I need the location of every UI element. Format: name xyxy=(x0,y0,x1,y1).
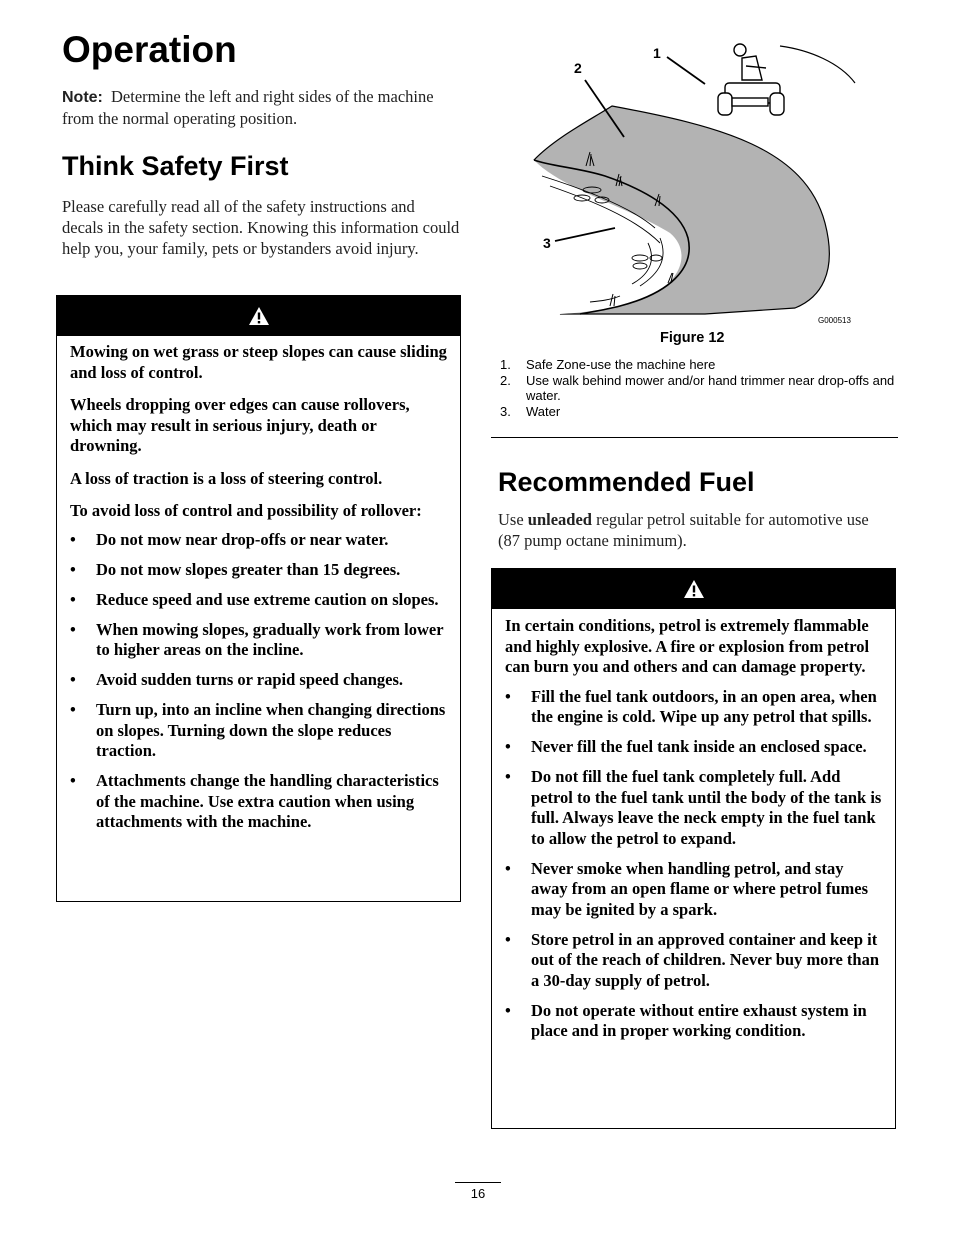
recommended-fuel-heading: Recommended Fuel xyxy=(498,467,755,497)
note-text: Determine the left and right sides of the machine from the normal operating position. xyxy=(62,87,434,128)
warning-paragraph: In certain conditions, petrol is extremely flammable and highly explosive. A fire or explosion from petrol can burn you and others and can damage property. xyxy=(505,616,870,676)
recommended-fuel-body: Use unleaded regular petrol suitable for automotive use (87 pump octane minimum). xyxy=(498,510,869,550)
think-safety-heading: Think Safety First xyxy=(62,151,289,181)
list-item: • Never fill the fuel tank inside an enclosed space. xyxy=(505,737,867,756)
warning-body xyxy=(57,336,460,833)
figure-code: G000513 xyxy=(818,316,851,325)
legend-item: 2. Use walk behind mower and/or hand trimmer near drop-offs and water. xyxy=(500,372,895,403)
callout-3: 3 xyxy=(543,235,551,251)
safe-zone-illustration xyxy=(520,38,865,328)
warning-body xyxy=(492,609,895,1042)
section-divider xyxy=(491,437,898,438)
figure-caption: Figure 12 xyxy=(660,330,725,346)
list-item: • Avoid sudden turns or rapid speed changes. xyxy=(70,670,403,689)
riding-mower-icon xyxy=(718,44,784,115)
list-item: • Never smoke when handling petrol, and stay away from an open flame or where petrol fumes may be ignited by a spark. xyxy=(505,858,868,919)
list-item: • Turn up, into an incline when changing directions on slopes. Turning down the slope reduces traction. xyxy=(70,700,446,760)
fuel-type-emphasis: unleaded xyxy=(527,510,592,529)
warning-paragraph: A loss of traction is a loss of steering control. xyxy=(70,468,383,488)
warning-list xyxy=(505,687,882,1042)
warning-triangle-icon xyxy=(683,579,705,599)
page-number: 16 xyxy=(470,1186,486,1201)
warning-paragraph: Mowing on wet grass or steep slopes can cause sliding and loss of control. xyxy=(70,342,447,382)
think-safety-body: Please carefully read all of the safety instructions and decals in the safety section. Knowing this information could help you, your family, pets or bystanders avoid injury. xyxy=(62,197,460,258)
warning-paragraph: Wheels dropping over edges can cause rollovers, which may result in serious injury, death or drowning. xyxy=(70,395,410,455)
callout-2: 2 xyxy=(574,60,582,76)
list-item: • Do not fill the fuel tank completely full. Add petrol to the fuel tank until the body of the tank is full. Always leave the neck empty in the fuel tank to allow the petrol to expand. xyxy=(505,767,882,848)
list-item: • Store petrol in an approved container and keep it out of the reach of children. Never buy more than a 30-day supply of petrol. xyxy=(505,929,880,990)
warning-header xyxy=(57,296,460,336)
callout-1: 1 xyxy=(653,45,661,61)
note-label: Note: xyxy=(62,89,103,106)
list-item: • When mowing slopes, gradually work from lower to higher areas on the incline. xyxy=(70,619,444,659)
operating-position-note xyxy=(62,86,452,129)
warning-header xyxy=(492,569,895,609)
list-item: • Do not mow near drop-offs or near water. xyxy=(70,529,389,549)
slope-warning-box xyxy=(56,295,461,902)
warning-list xyxy=(70,530,447,833)
list-item: • Do not mow slopes greater than 15 degrees. xyxy=(70,559,401,579)
list-item: • Do not operate without entire exhaust system in place and in proper working condition. xyxy=(505,1000,867,1040)
page-title: Operation xyxy=(62,29,237,70)
list-item: • Reduce speed and use extreme caution on slopes. xyxy=(70,589,439,609)
petrol-warning-box xyxy=(491,568,896,1129)
warning-triangle-icon xyxy=(248,306,270,326)
warning-paragraph: To avoid loss of control and possibility of rollover: xyxy=(70,501,422,520)
legend-item: 1. Safe Zone-use the machine here xyxy=(500,357,716,372)
legend-item: 3. Water xyxy=(500,403,561,419)
figure-legend xyxy=(500,357,900,419)
list-item: • Attachments change the handling characteristics of the machine. Use extra caution when using attachments with the machine. xyxy=(70,771,439,831)
footer-rule xyxy=(455,1182,501,1183)
list-item: • Fill the fuel tank outdoors, in an open area, when the engine is cold. Wipe up any petrol that spills. xyxy=(505,686,877,726)
